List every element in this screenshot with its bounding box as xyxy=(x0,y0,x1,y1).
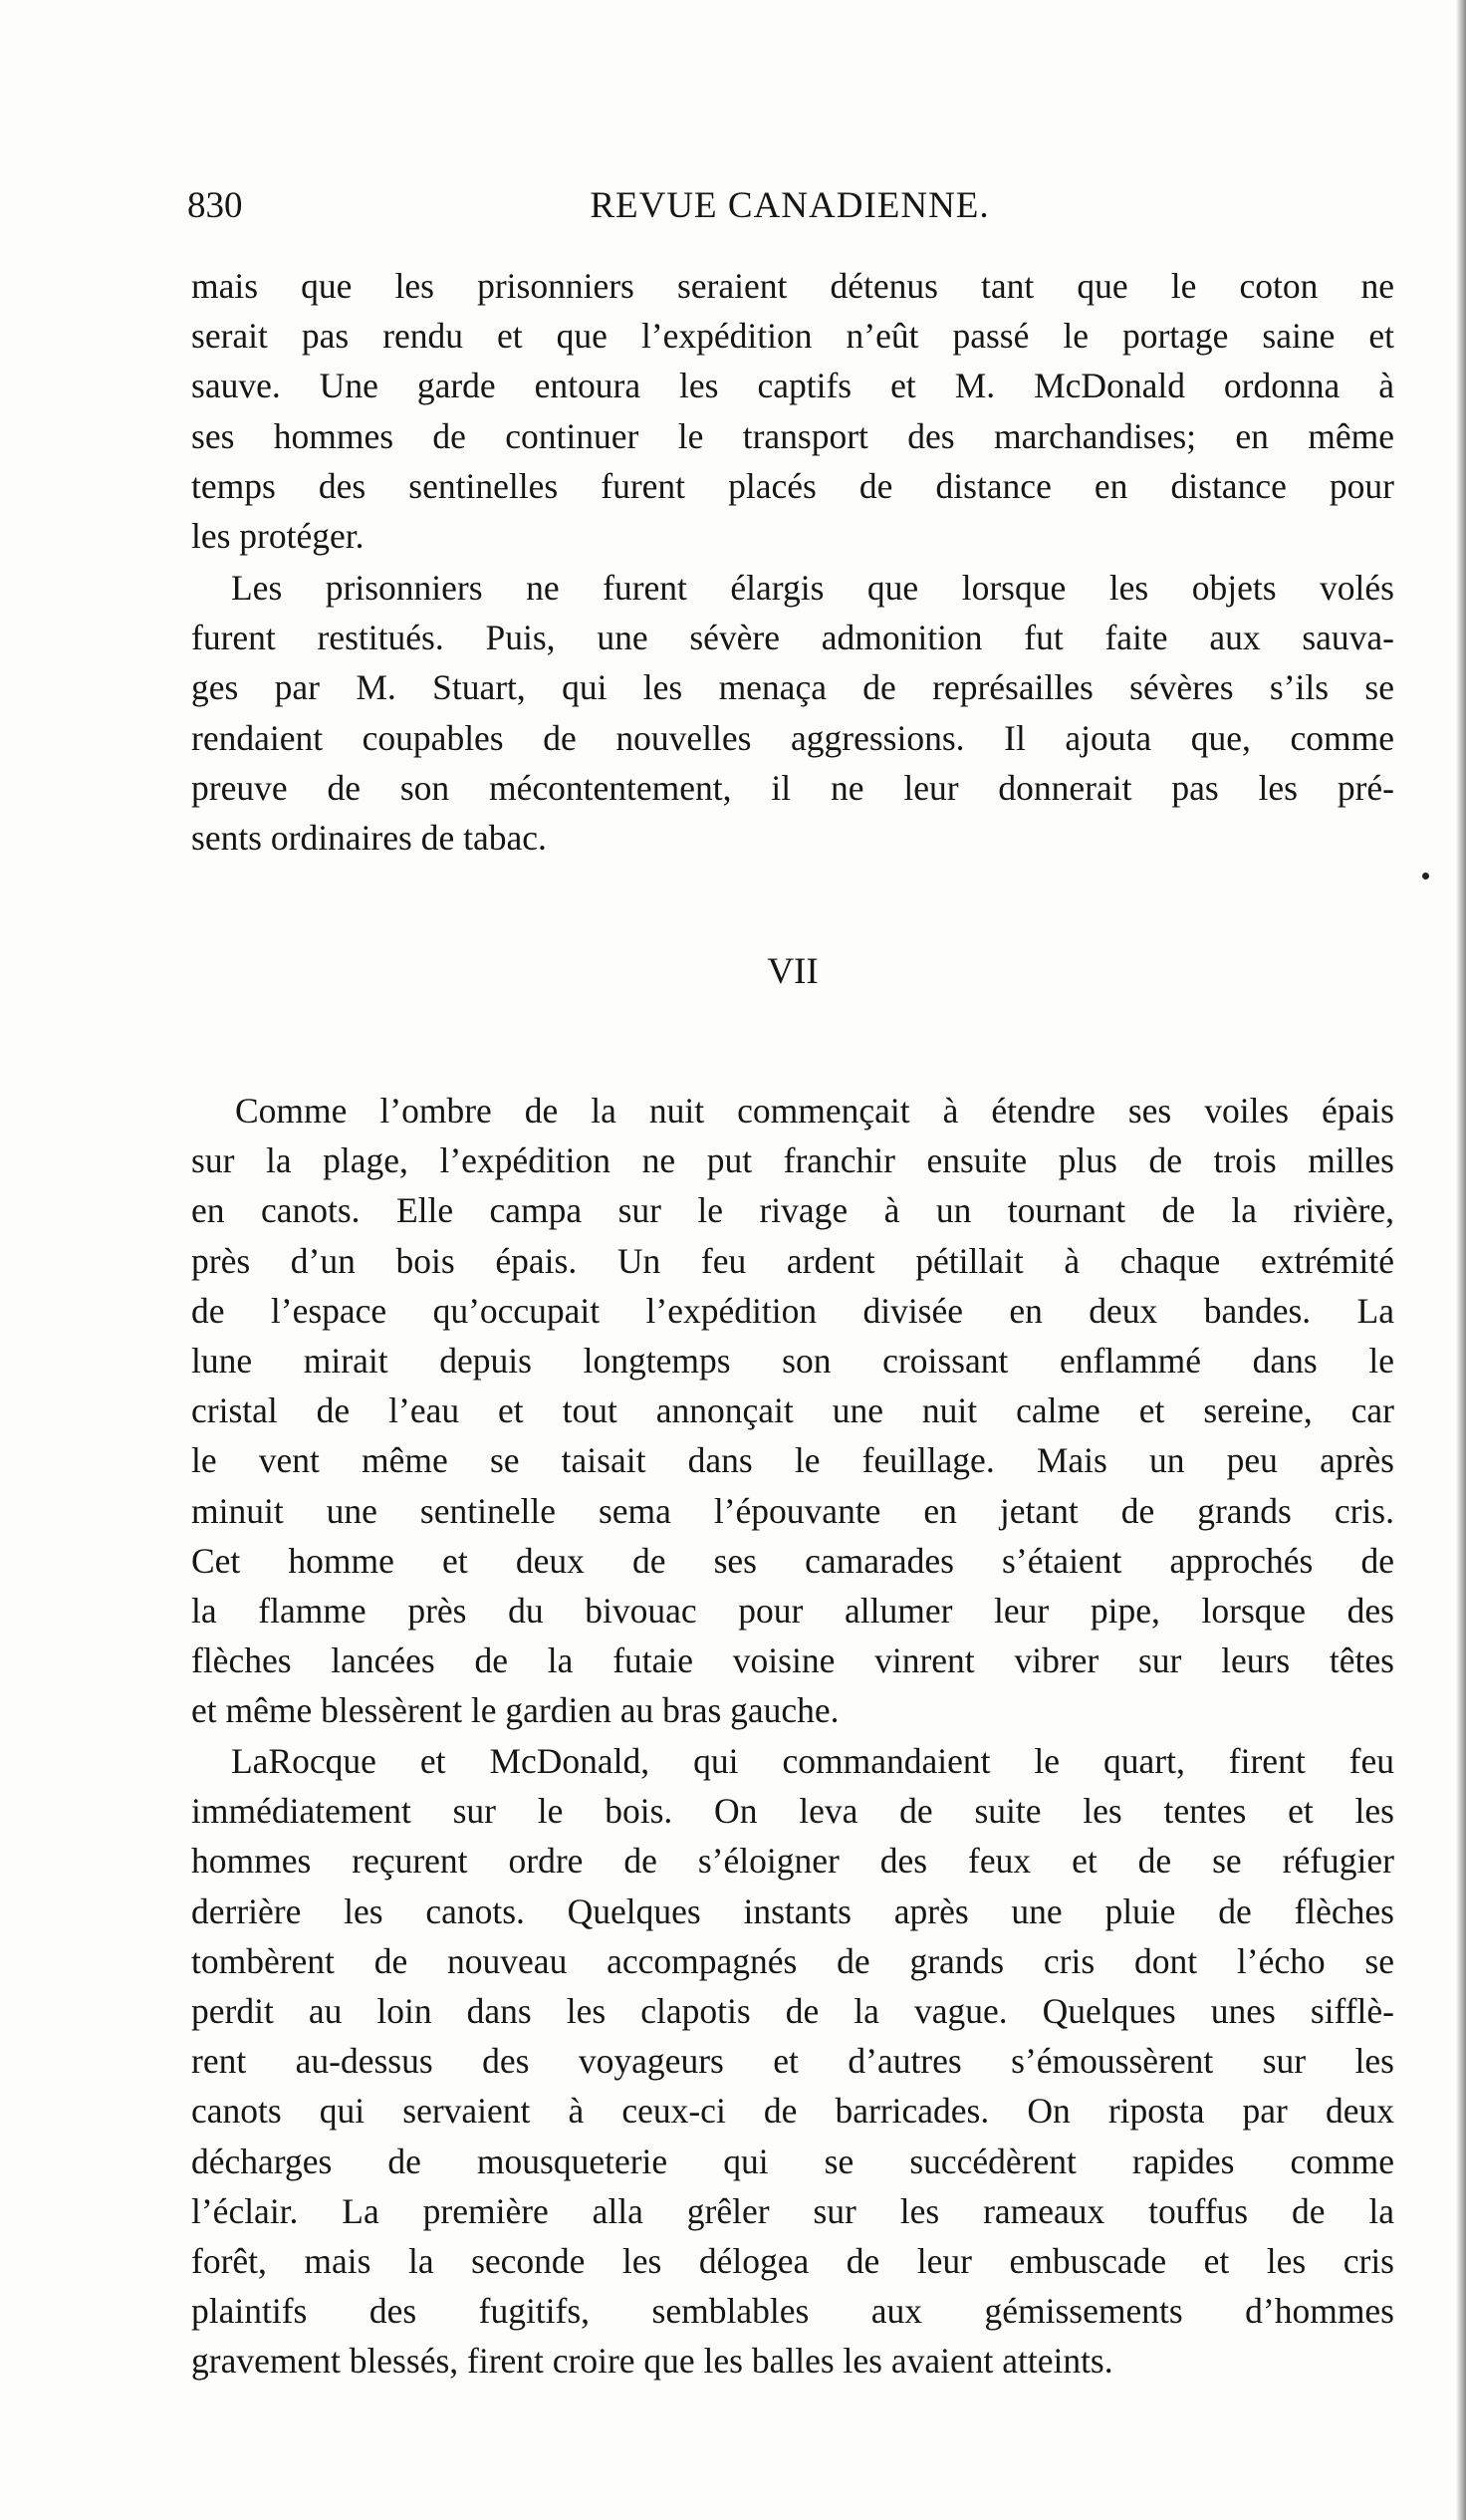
text-line: et même blessèrent le gardien au bras gauche. xyxy=(191,1690,840,1731)
ink-speck xyxy=(1422,873,1429,880)
text-line: rendaient coupables de nouvelles aggressions. Il ajouta que, comme xyxy=(191,717,1394,758)
text-line: les protéger. xyxy=(191,515,365,556)
running-head xyxy=(187,179,1392,233)
text-line: tombèrent de nouveau accompagnés de grands cris dont l’écho se xyxy=(191,1940,1394,1981)
text-line: minuit une sentinelle sema l’épouvante en jetant de grands cris. xyxy=(191,1490,1394,1531)
paragraph-larocque xyxy=(191,1736,1394,2386)
text-line: flèches lancées de la futaie voisine vinrent vibrer sur leurs têtes xyxy=(191,1640,1394,1681)
text-line: ges par M. Stuart, qui les menaça de représailles sévères s’ils se xyxy=(191,667,1394,708)
text-line: ses hommes de continuer le transport des marchandises; en même xyxy=(191,415,1394,456)
text-line: mais que les prisonniers seraient détenus tant que le coton ne xyxy=(191,266,1394,306)
text-line: rent au-dessus des voyageurs et d’autres s’émoussèrent sur les xyxy=(191,2041,1394,2082)
text-line: gravement blessés, firent croire que les balles les avaient atteints. xyxy=(191,2341,1113,2382)
page-edge-shadow xyxy=(1456,0,1466,2520)
text-line: derrière les canots. Quelques instants après une pluie de flèches xyxy=(191,1890,1394,1931)
text-line: près d’un bois épais. Un feu ardent pétillait à chaque extrémité xyxy=(191,1240,1394,1281)
text-line: Cet homme et deux de ses camarades s’étaient approchés de xyxy=(191,1540,1394,1581)
text-line: serait pas rendu et que l’expédition n’eût passé le portage saine et xyxy=(191,316,1394,357)
text-line: canots qui servaient à ceux-ci de barricades. On riposta par deux xyxy=(191,2091,1394,2132)
text-line: plaintifs des fugitifs, semblables aux gémissements d’hommes xyxy=(191,2291,1394,2332)
text-line: cristal de l’eau et tout annonçait une nuit calme et sereine, car xyxy=(191,1390,1394,1431)
text-line: le vent même se taisait dans le feuillage. Mais un peu après xyxy=(191,1440,1394,1481)
text-line: en canots. Elle campa sur le rivage à un tournant de la rivière, xyxy=(191,1190,1394,1231)
text-line: perdit au loin dans les clapotis de la vague. Quelques unes sifflè- xyxy=(191,1990,1394,2031)
paragraph-night-attack xyxy=(191,1086,1394,1735)
text-line: Comme l’ombre de la nuit commençait à étendre ses voiles épais xyxy=(235,1091,1394,1131)
text-line: la flamme près du bivouac pour allumer leur pipe, lorsque des xyxy=(191,1590,1394,1631)
text-line: de l’espace qu’occupait l’expédition divisée en deux bandes. La xyxy=(191,1290,1394,1331)
paragraph-prisoners xyxy=(191,563,1394,863)
text-line: sents ordinaires de tabac. xyxy=(191,817,547,858)
text-line: temps des sentinelles furent placés de distance en distance pour xyxy=(191,465,1394,506)
text-line: décharges de mousqueterie qui se succédèrent rapides comme xyxy=(191,2141,1394,2181)
text-line: furent restitués. Puis, une sévère admonition fut faite aux sauva- xyxy=(191,618,1394,658)
text-line: forêt, mais la seconde les délogea de leur embuscade et les cris xyxy=(191,2240,1394,2281)
text-line: sauve. Une garde entoura les captifs et M. McDonald ordonna à xyxy=(191,366,1394,406)
text-line: preuve de son mécontentement, il ne leur donnerait pas les pré- xyxy=(191,767,1394,808)
text-line: immédiatement sur le bois. On leva de suite les tentes et les xyxy=(191,1791,1394,1832)
text-line: hommes reçurent ordre de s’éloigner des feux et de se réfugier xyxy=(191,1841,1394,1882)
text-line: sur la plage, l’expédition ne put franchir ensuite plus de trois milles xyxy=(191,1140,1394,1181)
journal-title: REVUE CANADIENNE. xyxy=(590,185,990,226)
text-line: Les prisonniers ne furent élargis que lorsque les objets volés xyxy=(231,568,1394,608)
text-line: LaRocque et McDonald, qui commandaient le quart, firent feu xyxy=(231,1741,1394,1781)
page-number: 830 xyxy=(187,185,243,226)
section-number: VII xyxy=(767,951,819,992)
paragraph-continuation xyxy=(191,261,1394,561)
text-line: l’éclair. La première alla grêler sur les rameaux touffus de la xyxy=(191,2190,1394,2231)
text-line: lune mirait depuis longtemps son croissant enflammé dans le xyxy=(191,1340,1394,1381)
